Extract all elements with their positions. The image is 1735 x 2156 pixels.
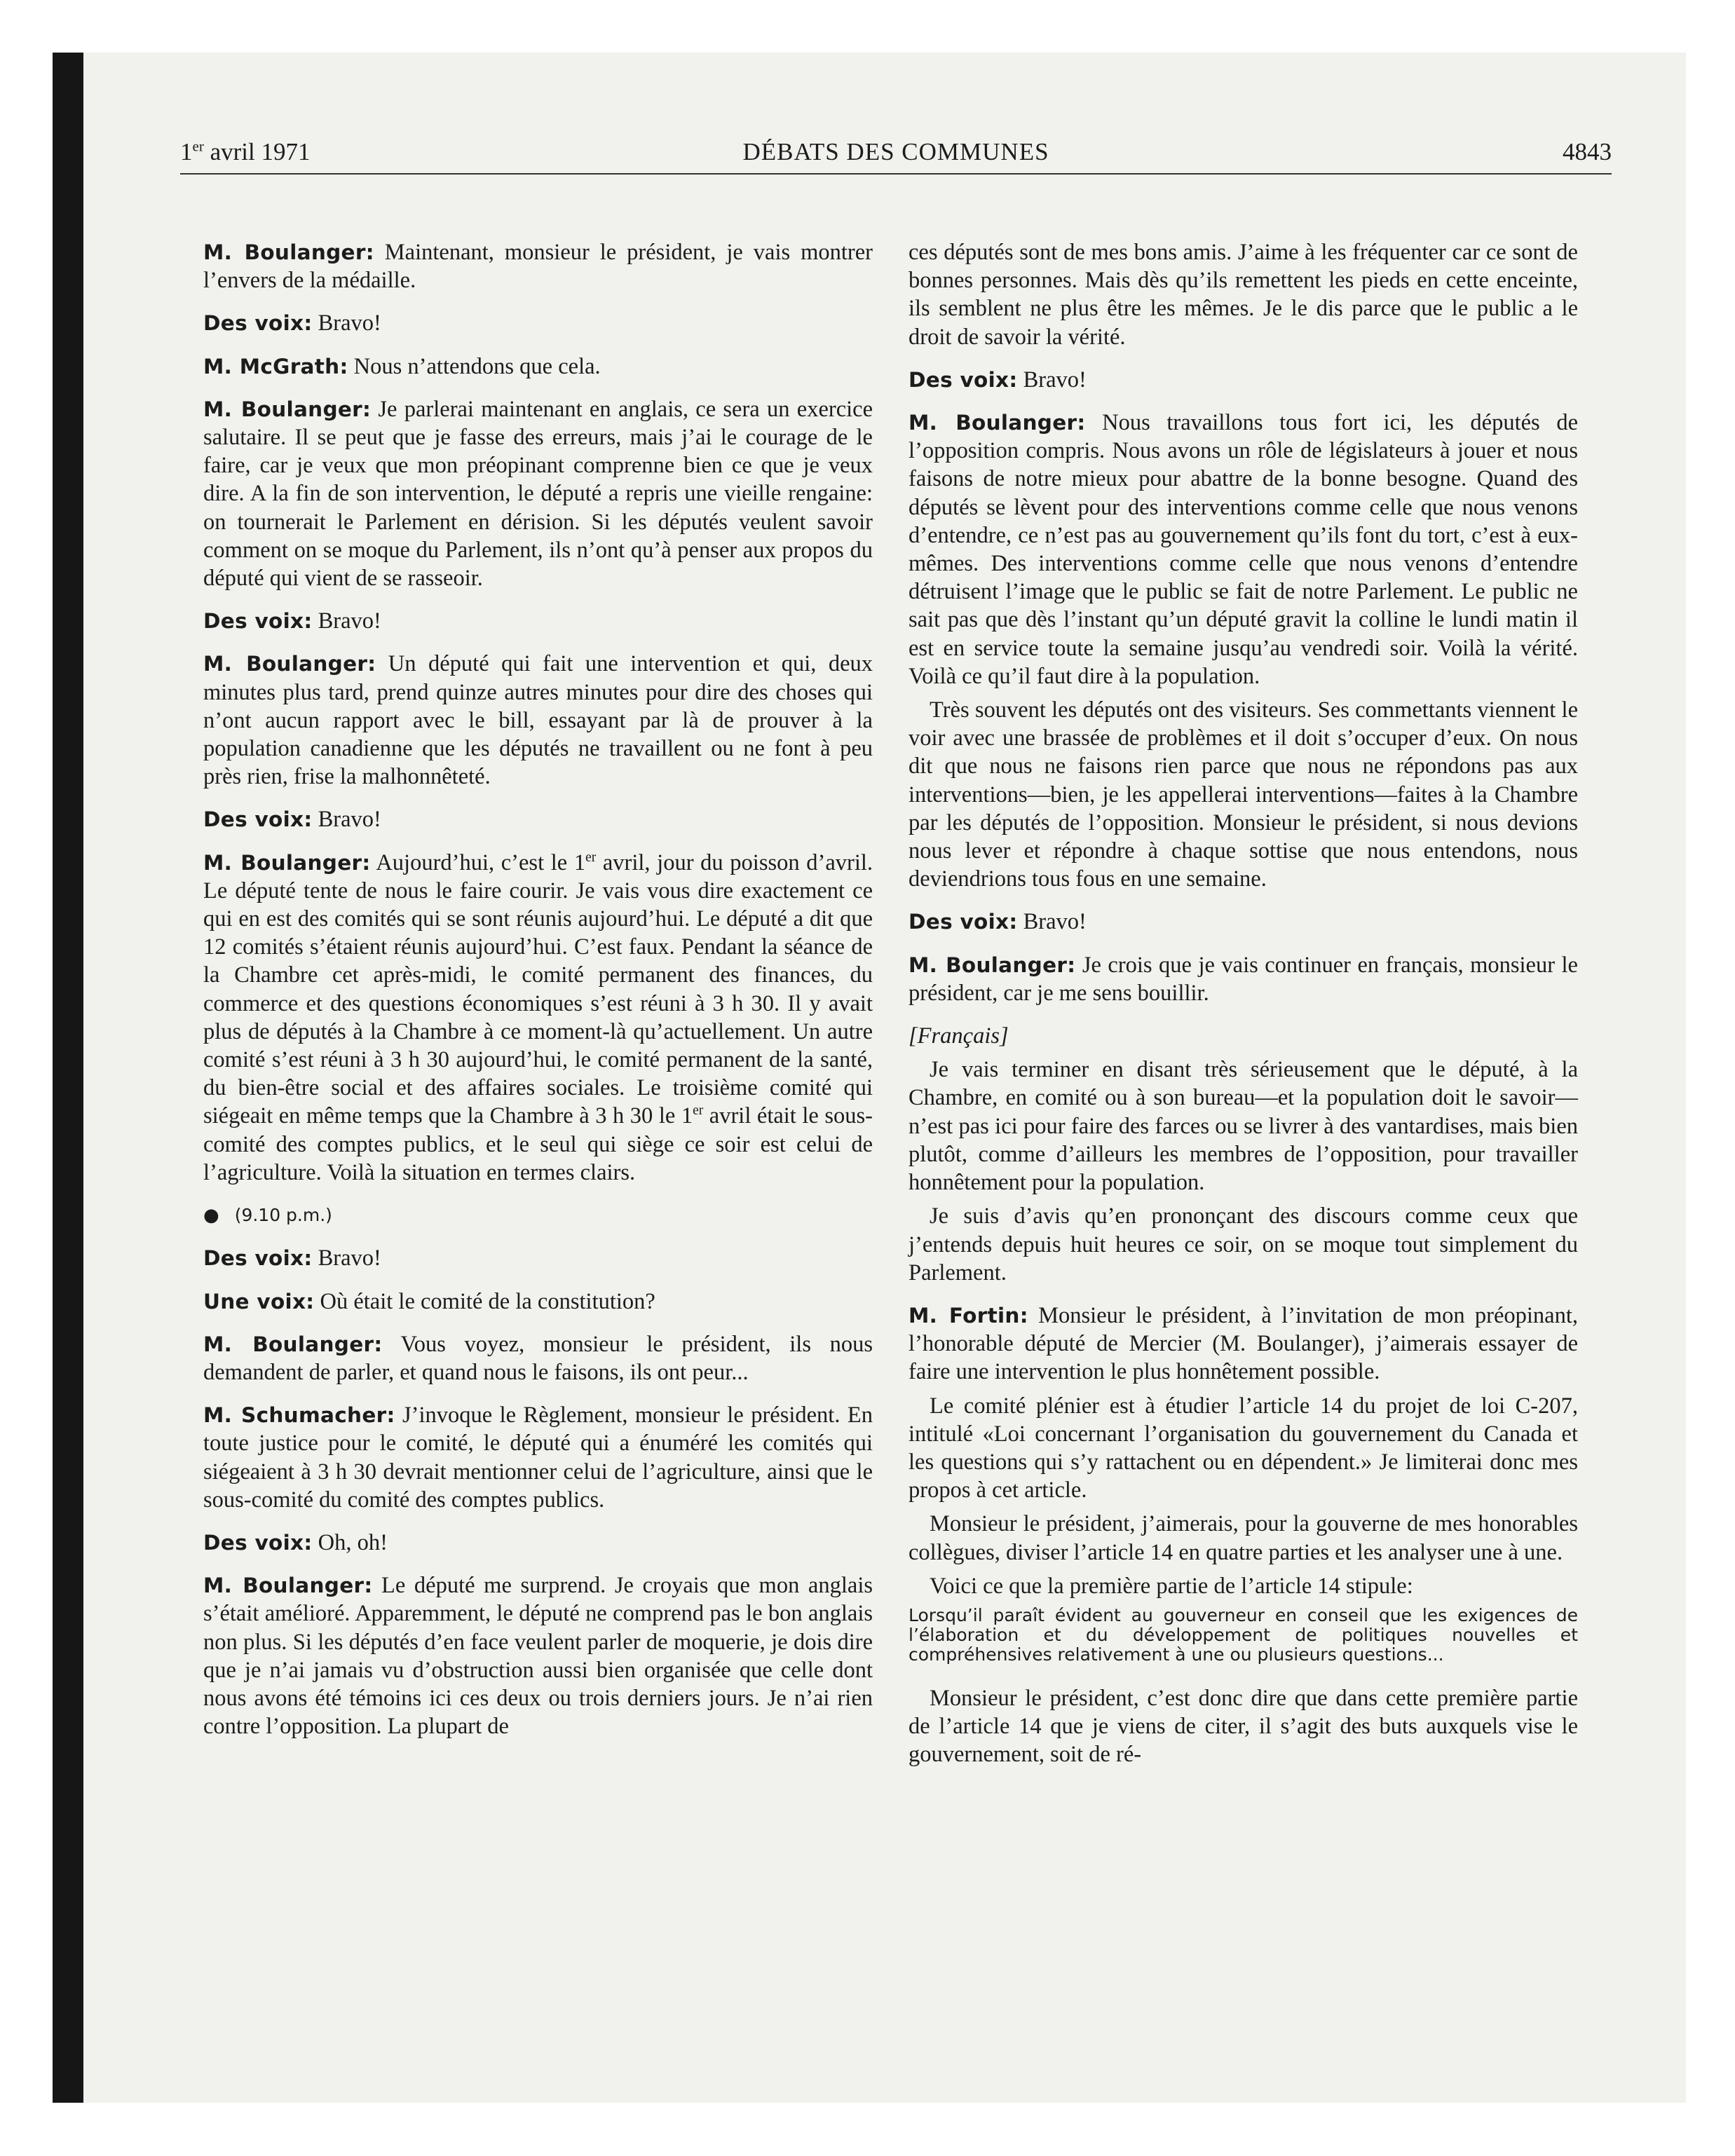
header-title: DÉBATS DES COMMUNES [742, 138, 1049, 165]
paragraph: ces députés sont de mes bons amis. J’aime à les fréquenter car ce sont de bonnes personnes. Mais dès qu’ils remettent les pieds en cette enceinte, ils semblent ne plus être les mêmes. Je le dis parce que le public a le droit de savoir la vérité. [909, 240, 1578, 350]
speech-text: Un député qui fait une intervention et qui, deux minutes plus tard, prend quinze autres minutes pour dire des choses qui n’ont aucun rapport avec le bill, essayant par là de prouver à la population canadienne que les députés ne travaillent ou ne font à peu près rien, frise la malhonnêteté. [203, 651, 873, 790]
time-text: (9.10 p.m.) [234, 1205, 332, 1226]
speaker-name: Des voix: [203, 1246, 313, 1271]
paragraph: Voici ce que la première partie de l’article 14 stipule: [930, 1573, 1413, 1599]
ordinal-suffix: er [693, 1103, 704, 1119]
speaker-name: M. Fortin: [909, 1303, 1028, 1328]
speaker-name: Une voix: [203, 1289, 315, 1314]
speech-text: avril était le sous-comité des comptes publics, et le seul qui siège ce soir est celui de l’agriculture. Voilà la situation en termes clairs. [203, 1103, 873, 1185]
paragraph [203, 1571, 873, 1740]
speaker-name: Des voix: [203, 609, 313, 634]
paragraph [203, 607, 873, 635]
page-number: 4843 [1563, 138, 1612, 165]
speaker-name: M. Boulanger: [203, 652, 376, 676]
paragraph [909, 1302, 1578, 1386]
paragraph [909, 366, 1578, 394]
paragraph [203, 1401, 873, 1514]
speech-text: Je crois que je vais continuer en français, monsieur le président, car je me sens bouillir. [909, 952, 1578, 1006]
paragraph [203, 1244, 873, 1272]
speech-text: Bravo! [312, 1246, 381, 1271]
paragraph [203, 353, 873, 381]
paragraph: Monsieur le président, c’est donc dire que dans cette première partie de l’article 14 que je viens de citer, il s’agit des buts auxquels vise le gouvernement, soit de ré- [909, 1685, 1578, 1768]
paragraph [909, 908, 1578, 936]
speaker-name: Des voix: [909, 910, 1018, 934]
speech-text: Bravo! [312, 807, 381, 833]
paragraph: Très souvent les députés ont des visiteurs. Ses commettants viennent le voir avec une brassée de problèmes et il doit s’occuper d’eux. On nous dit que nous ne faisons rien parce que nous ne répondons pas aux interventions—bien, je les appellerai interventions—faites à la Chambre par les députés de l’opposition. Monsieur le président, si nous devions nous lever et répondre à chaque sottise que nous entendons, nous deviendrions tous fous en une semaine. [909, 697, 1578, 892]
speech-text: Le député me surprend. Je croyais que mon anglais s’était amélioré. Apparemment, le député ne comprend pas le bon anglais non plus. Si les députés d’en face veulent parler de moquerie, je dois dire que je n’ai jamais vu d’obstruction aussi bien organisée que celle dont nous avons été témoins ici ces deux ou trois derniers jours. Je n’ai rien contre l’opposition. La plupart de [203, 1573, 873, 1740]
speaker-name: M. Boulanger: [203, 397, 372, 421]
speaker-name: M. Boulanger: [203, 1574, 373, 1598]
paragraph [203, 1529, 873, 1557]
left-column [203, 238, 873, 1755]
speech-text: Monsieur le président, à l’invitation de mon préopinant, l’honorable député de Mercier (M. Boulanger), j’aimerais essayer de faire une intervention le plus honnêtement possible. [909, 1302, 1578, 1385]
speaker-name: M. Boulanger: [909, 953, 1076, 977]
speech-text: avril, jour du poisson d’avril. Le député tente de nous le faire courir. Je vais vous dire exactement ce qui en est des comités qui se sont réunis aujourd’hui. Le député a dit que 12 comités s’étaient réunis aujourd’hui. C’est faux. Pendant la séance de la Chambre cet après-midi, le comité permanent des finances, du commerce et des questions économiques s’est réuni à 3 h 30. Il y avait plus de députés à la Chambre à ce moment-là qu’actuellement. Un autre comité s’est réuni à 3 h 30 aujourd’hui, le comité permanent de la santé, du bien-être social et des affaires sociales. Le troisième comité qui siégeait en même temps que la Chambre à 3 h 30 le 1 [203, 850, 873, 1129]
paragraph [203, 309, 873, 337]
speaker-name: M. Boulanger: [203, 850, 371, 875]
speech-text: J’invoque le Règlement, monsieur le président. En toute justice pour le comité, le député qui a énuméré les comités qui siégeaient à 3 h 30 devrait mentionner celui de l’agriculture, ainsi que le sous-comité du comité des comptes publics. [203, 1403, 873, 1513]
speech-text: Bravo! [1017, 367, 1087, 393]
speaker-name: M. Boulanger: [203, 240, 374, 264]
speech-text: Nous travaillons tous fort ici, les députés de l’opposition compris. Nous avons un rôle de législateurs à jouer et nous faisons de notre mieux pour abattre de la bonne besogne. Quand des députés se lèvent pour des interventions comme celle que nous venons d’entendre, ce n’est pas au gouvernement qu’ils font du tort, c’est à eux-mêmes. Des interventions comme celle que nous venons d’entendre détruisent l’image que le public se fait de notre Parlement. Le public ne sait pas que dès l’instant qu’un député gravit la colline le lundi matin il est en service toute la semaine jusqu’au vendredi soir. Voilà la vérité. Voilà ce qu’il faut dire à la population. [909, 410, 1579, 689]
speaker-name: M. Boulanger: [909, 411, 1086, 435]
paragraph [203, 805, 873, 833]
paragraph: Je suis d’avis qu’en prononçant des discours comme ceux que j’entends depuis huit heures ce soir, on se moque tout simplement du Parlement. [909, 1203, 1578, 1285]
speech-text: Je parlerai maintenant en anglais, ce sera un exercice salutaire. Il se peut que je fasse des erreurs, mais j’ai le courage de le faire, car je veux que mon préopinant comprenne bien ce que je veux dire. A la fin de son intervention, le député a repris une vieille rengaine: on tournerait le Parlement en dérision. Si les députés veulent savoir comment on se moque du Parlement, ils n’ont qu’à penser aux propos du député qui vient de se rasseoir. [203, 396, 873, 592]
speaker-name: Des voix: [909, 367, 1018, 392]
speech-text: Oh, oh! [312, 1529, 388, 1555]
paragraph [203, 1330, 873, 1386]
paragraph: Je vais terminer en disant très sérieusement que le député, à la Chambre, en comité ou à son bureau—et la population doit le savoir—n’est pas ici pour faire des farces ou se livrer à des vantardises, mais bien plutôt, comme d’ailleurs les membres de l’opposition, pour travailler honnêtement pour la population. [909, 1057, 1578, 1196]
speaker-name: Des voix: [203, 311, 313, 336]
right-column [909, 238, 1578, 1775]
header-date: 1er avril 1971 [180, 137, 311, 165]
speech-text: Où était le comité de la constitution? [314, 1288, 655, 1314]
speech-text: Bravo! [312, 311, 381, 336]
paragraph [909, 409, 1578, 690]
speech-text: Maintenant, monsieur le président, je vais montrer l’envers de la médaille. [203, 240, 873, 294]
paragraph [203, 395, 873, 592]
ordinal-suffix: er [585, 850, 597, 865]
quoted-excerpt: Lorsqu’il paraît évident au gouverneur en conseil que les exigences de l’élaboration et du développement de politiques nouvelles et compréhensives relativement à une ou plusieurs questions... [909, 1604, 1578, 1665]
speaker-name: M. McGrath: [203, 354, 348, 378]
paragraph [909, 951, 1578, 1007]
speaker-name: M. Boulanger: [203, 1332, 383, 1356]
speaker-name: Des voix: [203, 807, 313, 832]
speaker-name: M. Schumacher: [203, 1403, 395, 1428]
paragraph: Monsieur le président, j’aimerais, pour la gouverne de mes honorables collègues, diviser l’article 14 en quatre parties et les analyser une à une. [909, 1511, 1578, 1565]
paragraph [203, 238, 873, 294]
paragraph [203, 650, 873, 791]
paragraph [203, 849, 873, 1187]
speaker-name: Des voix: [203, 1530, 313, 1555]
paragraph [203, 1288, 873, 1316]
language-marker: [Français] [909, 1023, 1009, 1049]
page-header [180, 137, 1612, 175]
paragraph: Le comité plénier est à étudier l’article 14 du projet de loi C-207, intitulé «Loi concernant l’organisation du gouvernement du Canada et les questions qui s’y rattachent ou en dépendent.» Je limiterai donc mes propos à cet article. [909, 1393, 1578, 1503]
binding-edge [53, 53, 83, 2103]
speech-text: Aujourd’hui, c’est le 1 [370, 850, 586, 875]
speech-text: Bravo! [1017, 909, 1087, 935]
bullet-icon: ● [203, 1205, 219, 1227]
speech-text: Nous n’attendons que cela. [348, 353, 601, 379]
timestamp [203, 1201, 873, 1229]
speech-text: Bravo! [312, 608, 381, 634]
speech-text: Vous voyez, monsieur le président, ils nous demandent de parler, et quand nous le faisons, ils ont peur... [203, 1331, 873, 1385]
